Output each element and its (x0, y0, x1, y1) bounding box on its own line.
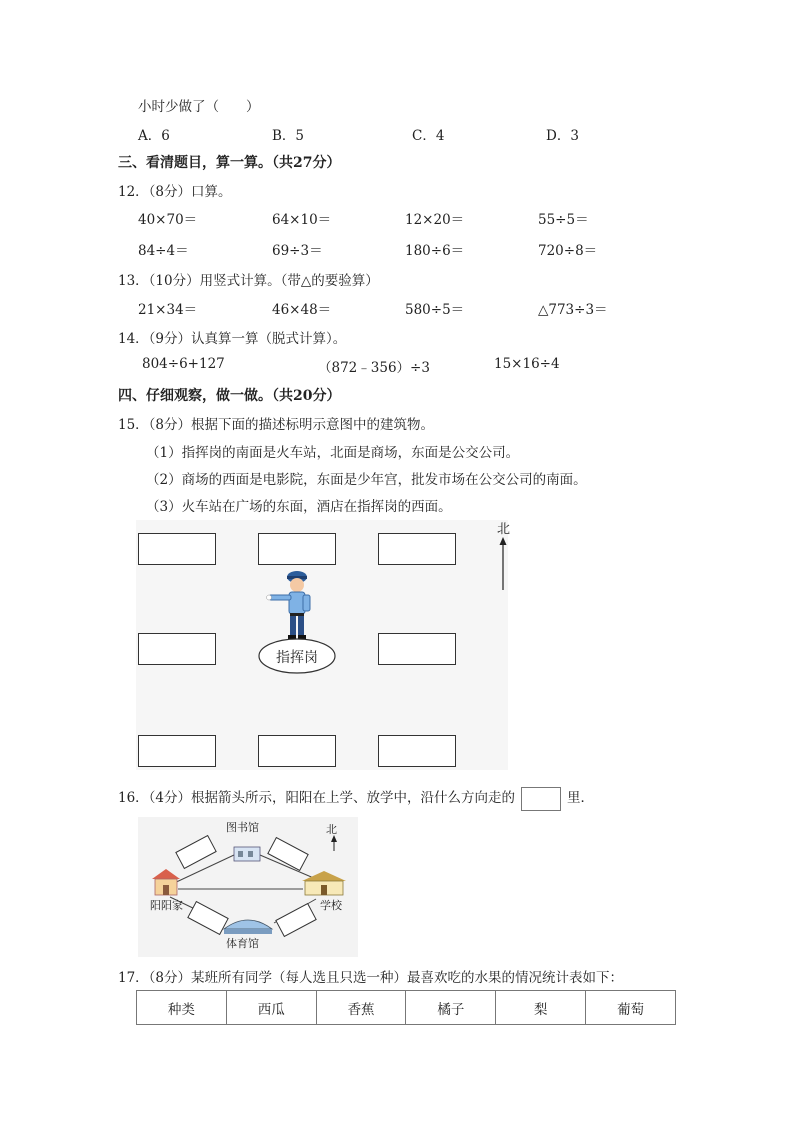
table-header-cell: 梨 (496, 991, 586, 1025)
q16-stem-before: 16．（4分）根据箭头所示，阳阳在上学、放学中，沿什么方向走的 (118, 790, 516, 806)
q12-item: 64×10＝ (272, 212, 332, 228)
table-header-cell: 种类 (137, 991, 227, 1025)
library-icon (234, 847, 260, 861)
q11-stem-tail: 小时少做了（ ） (138, 99, 260, 115)
q14-item: 804÷6+127 (142, 356, 225, 372)
q12-item: 40×70＝ (138, 212, 198, 228)
q12-item: 55÷5＝ (538, 212, 589, 228)
answer-box-ne[interactable] (378, 533, 456, 565)
q15-stem: 15．（8分）根据下面的描述标明示意图中的建筑物。 (118, 417, 435, 433)
q12-item: 69÷3＝ (272, 243, 323, 259)
q14-item: 15×16÷4 (494, 356, 560, 372)
section3-title: 三、看清题目，算一算。（共27分） (118, 155, 341, 171)
q15-clue-1: （1）指挥岗的南面是火车站，北面是商场，东面是公交公司。 (146, 445, 520, 461)
answer-box-w[interactable] (138, 633, 216, 665)
q14-stem: 14．（9分）认真算一算（脱式计算）。 (118, 331, 347, 347)
table-row (137, 991, 676, 1025)
q12-item: 720÷8＝ (538, 243, 598, 259)
north-label: 北 (497, 522, 511, 537)
q11-option-a: A．6 (138, 128, 170, 144)
q13-item: △773÷3＝ (538, 302, 608, 318)
answer-box-s[interactable] (258, 735, 336, 767)
q17-stem: 17．（8分）某班所有同学（每人选且只选一种）最喜欢吃的水果的情况统计表如下： (118, 970, 624, 986)
q15-clue-2: （2）商场的西面是电影院，东面是少年宫，批发市场在公交公司的南面。 (146, 472, 587, 488)
answer-box-n[interactable] (258, 533, 336, 565)
q16-stem-after: 里． (567, 790, 595, 806)
map-school-label: 学校 (320, 899, 342, 912)
table-header-cell: 橘子 (406, 991, 496, 1025)
q13-item: 21×34＝ (138, 302, 198, 318)
q15-clue-3: （3）火车站在广场的东面，酒店在指挥岗的西面。 (146, 499, 452, 515)
north-arrow-icon (496, 537, 510, 591)
command-post-label: 指挥岗 (276, 650, 318, 666)
answer-box-se[interactable] (378, 735, 456, 767)
q12-item: 12×20＝ (405, 212, 465, 228)
q11-option-d: D．3 (546, 128, 579, 144)
q11-option-b: B．5 (272, 128, 305, 144)
answer-box-sw[interactable] (138, 735, 216, 767)
q12-item: 84÷4＝ (138, 243, 189, 259)
traffic-officer-icon (266, 568, 318, 640)
fruit-statistics-table (136, 990, 676, 1025)
q13-item: 46×48＝ (272, 302, 332, 318)
q13-item: 580÷5＝ (405, 302, 465, 318)
section4-title: 四、仔细观察，做一做。（共20分） (118, 388, 341, 404)
q12-item: 180÷6＝ (405, 243, 465, 259)
table-header-cell: 西瓜 (226, 991, 316, 1025)
q16-answer-box[interactable] (521, 787, 561, 811)
q16-stem (118, 786, 594, 811)
answer-box-e[interactable] (378, 633, 456, 665)
q13-stem: 13．（10分）用竖式计算。（带△的要验算） (118, 273, 379, 289)
table-header-cell: 香蕉 (316, 991, 406, 1025)
map-north-label: 北 (326, 823, 337, 836)
q12-stem: 12．（8分）口算。 (118, 184, 232, 200)
q11-option-c: C．4 (412, 128, 445, 144)
table-header-cell: 葡萄 (586, 991, 676, 1025)
map-gym-label: 体育馆 (226, 937, 259, 950)
map-library-label: 图书馆 (226, 821, 259, 834)
map-home-label: 阳阳家 (150, 899, 183, 912)
answer-box-nw[interactable] (138, 533, 216, 565)
q14-item: （872﹣356）÷3 (318, 360, 430, 376)
